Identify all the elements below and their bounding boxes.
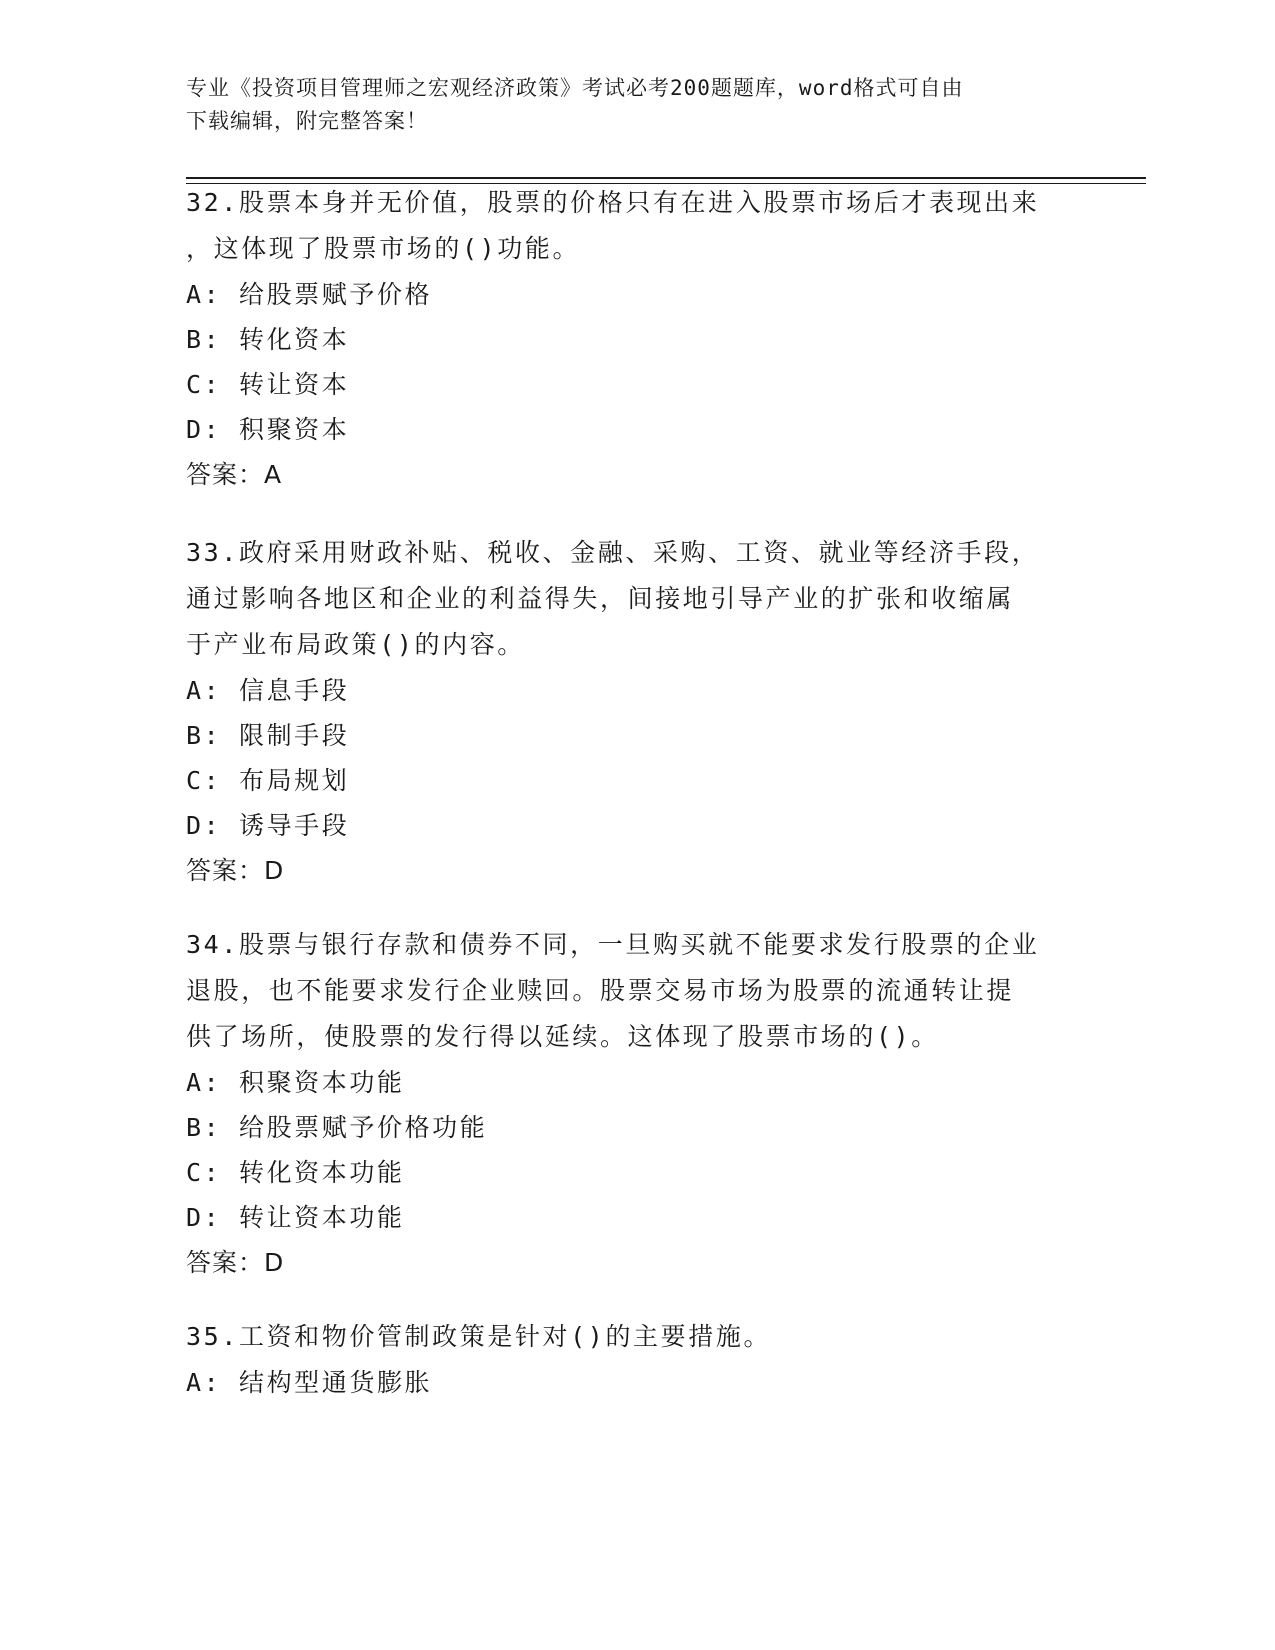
question-35 (186, 1314, 1086, 1405)
option-letter: B: (186, 1113, 222, 1142)
option-letter: A: (186, 1368, 222, 1397)
option-c (186, 1150, 1086, 1195)
option-c (186, 758, 1086, 803)
option-text: 转化资本 (238, 325, 350, 354)
question-stem-line: 通过影响各地区和企业的利益得失，间接地引导产业的扩张和收缩属 (186, 584, 1015, 613)
answer-line: 答案：A (186, 460, 283, 489)
question-stem-line: 32.股票本身并无价值，股票的价格只有在进入股票市场后才表现出来 (186, 188, 1040, 217)
option-letter: C: (186, 1158, 222, 1187)
option-a (186, 668, 1086, 713)
question-stem-line: 34.股票与银行存款和债券不同，一旦购买就不能要求发行股票的企业 (186, 930, 1040, 959)
question-32 (186, 180, 1086, 498)
answer-line: 答案：D (186, 856, 285, 885)
option-letter: C: (186, 370, 222, 399)
option-text: 信息手段 (238, 676, 350, 705)
option-letter: D: (186, 415, 222, 444)
option-text: 转让资本 (238, 370, 350, 399)
option-letter: C: (186, 766, 222, 795)
option-text: 限制手段 (238, 721, 350, 750)
document-header (186, 72, 1066, 138)
option-text: 给股票赋予价格 (238, 280, 433, 309)
option-d (186, 407, 1086, 452)
question-stem-line: 35.工资和物价管制政策是针对()的主要措施。 (186, 1322, 772, 1351)
option-text: 积聚资本 (238, 415, 350, 444)
option-letter: B: (186, 721, 222, 750)
option-c (186, 362, 1086, 407)
option-text: 积聚资本功能 (238, 1068, 405, 1097)
option-text: 转让资本功能 (238, 1203, 405, 1232)
option-a (186, 272, 1086, 317)
option-text: 布局规划 (238, 766, 350, 795)
option-a (186, 1360, 1086, 1405)
option-letter: A: (186, 280, 222, 309)
option-letter: D: (186, 811, 222, 840)
option-letter: A: (186, 676, 222, 705)
question-stem-line: 退股，也不能要求发行企业赎回。股票交易市场为股票的流通转让提 (186, 976, 1015, 1005)
header-line-1: 专业《投资项目管理师之宏观经济政策》考试必考200题题库，word格式可自由 (186, 76, 964, 100)
question-stem-line: ，这体现了股票市场的()功能。 (186, 234, 581, 263)
option-letter: B: (186, 325, 222, 354)
option-text: 结构型通货膨胀 (238, 1368, 433, 1397)
option-text: 转化资本功能 (238, 1158, 405, 1187)
question-33 (186, 530, 1086, 894)
option-b (186, 713, 1086, 758)
answer-line: 答案：D (186, 1248, 285, 1277)
option-text: 诱导手段 (238, 811, 350, 840)
question-stem-line: 供了场所，使股票的发行得以延续。这体现了股票市场的()。 (186, 1022, 939, 1051)
option-text: 给股票赋予价格功能 (238, 1113, 488, 1142)
option-d (186, 1195, 1086, 1240)
question-34 (186, 922, 1086, 1286)
option-letter: D: (186, 1203, 222, 1232)
header-line-2: 下载编辑，附完整答案！ (186, 109, 428, 133)
option-a (186, 1060, 1086, 1105)
question-stem-line: 33.政府采用财政补贴、税收、金融、采购、工资、就业等经济手段， (186, 538, 1040, 567)
header-divider-thick (186, 177, 1146, 179)
option-b (186, 317, 1086, 362)
option-d (186, 803, 1086, 848)
option-letter: A: (186, 1068, 222, 1097)
option-b (186, 1105, 1086, 1150)
question-stem-line: 于产业布局政策()的内容。 (186, 630, 525, 659)
